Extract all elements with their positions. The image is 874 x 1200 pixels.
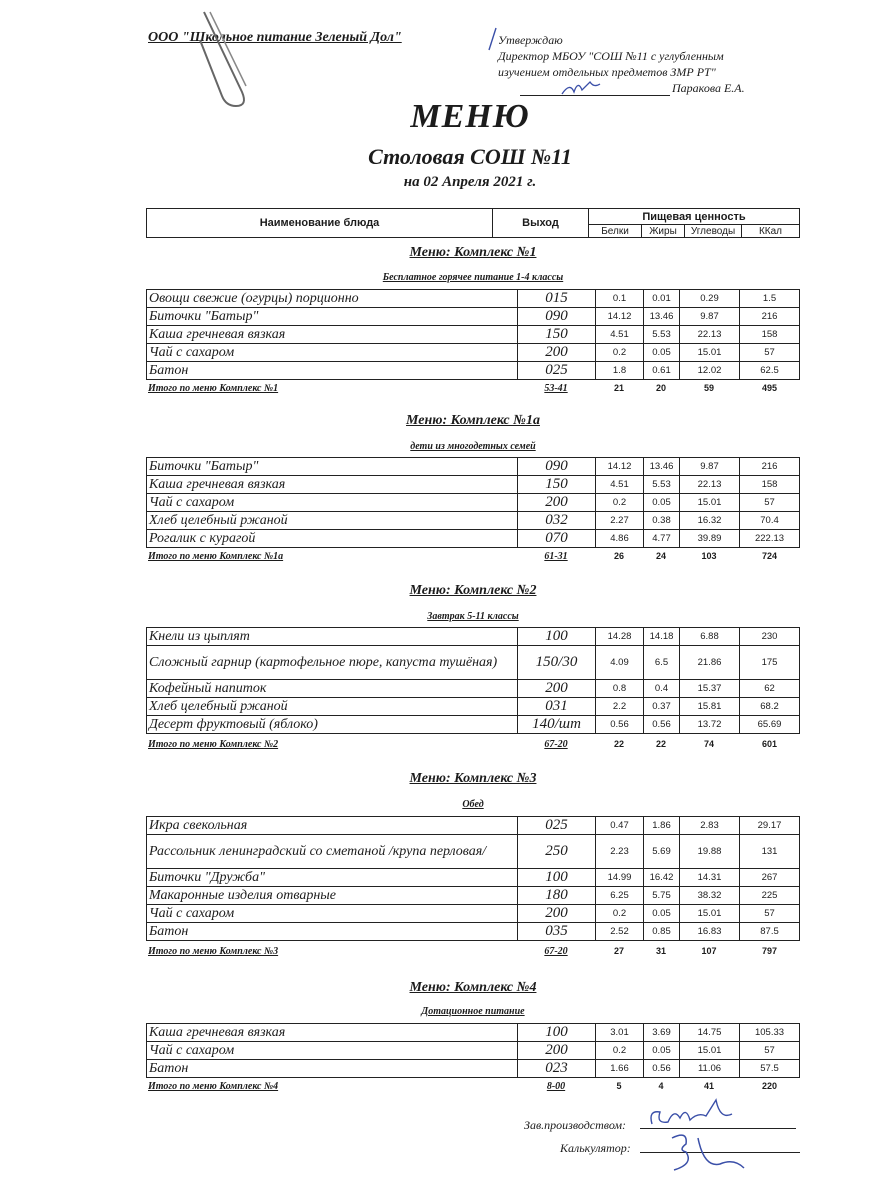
table-row: Икра свекольная 025 0.47 1.86 2.83 29.17 — [147, 817, 800, 835]
table-row: Кнели из цыплят 100 14.28 14.18 6.88 230 — [147, 628, 800, 646]
table-row: Овощи свежие (огурцы) порционно 015 0.1 0.01 0.29 1.5 — [147, 290, 800, 308]
table-row: Биточки "Батыр" 090 14.12 13.46 9.87 216 — [147, 308, 800, 326]
table-row: Макаронные изделия отварные 180 6.25 5.75 38.32 225 — [147, 887, 800, 905]
table-row: Батон 025 1.8 0.61 12.02 62.5 — [147, 362, 800, 380]
total-price: 67-20 — [544, 738, 568, 750]
section-title: Меню: Комплекс №1 — [409, 245, 537, 260]
table-row: Чай с сахаром 200 0.2 0.05 15.01 57 — [147, 494, 800, 512]
table-header — [146, 208, 800, 238]
total-row: Итого по меню Комплекс №1 53-41 21 20 59 495 — [148, 382, 778, 394]
total-price: 53-41 — [544, 382, 568, 394]
section-table — [146, 1023, 800, 1078]
fat-column-header: Жиры — [642, 225, 685, 238]
table-row: Биточки "Дружба" 100 14.99 16.42 14.31 267 — [147, 869, 800, 887]
approve-line-3: изучением отдельных предметов ЗМР РТ" — [498, 65, 716, 79]
total-row: Итого по меню Комплекс №2 67-20 22 22 74 601 — [148, 738, 778, 750]
table-row: Десерт фруктовый (яблоко) 140/шт 0.56 0.56 13.72 65.69 — [147, 716, 800, 734]
table-row: Рогалик с курагой 070 4.86 4.77 39.89 222.13 — [147, 530, 800, 548]
total-row: Итого по меню Комплекс №1а 61-31 26 24 103 724 — [148, 550, 778, 562]
director-signature — [560, 76, 604, 100]
total-label: Итого по меню Комплекс №1а — [148, 550, 284, 562]
dish-column-header: Наименование блюда — [147, 209, 493, 238]
section-subtitle: Бесплатное горячее питание 1-4 классы — [382, 272, 564, 283]
section-table — [146, 627, 800, 734]
nutrition-column-header: Пищевая ценность — [589, 209, 800, 225]
table-row: Рассольник ленинградский со сметаной /крупа перловая/ 250 2.23 5.69 19.88 131 — [147, 835, 800, 869]
section-title: Меню: Комплекс №4 — [409, 980, 537, 995]
paperclip-icon — [196, 8, 256, 108]
section-subtitle: дети из многодетных семей — [410, 441, 536, 452]
total-label: Итого по меню Комплекс №1 — [148, 382, 279, 394]
kcal-column-header: ККал — [742, 225, 800, 238]
approve-line-1: Утверждаю — [498, 33, 563, 47]
table-row: Чай с сахаром 200 0.2 0.05 15.01 57 — [147, 1042, 800, 1060]
total-label: Итого по меню Комплекс №3 — [148, 945, 279, 957]
section-table — [146, 457, 800, 548]
section-title: Меню: Комплекс №2 — [409, 583, 537, 598]
approver-name: Паракова Е.А. — [672, 81, 745, 95]
total-row: Итого по меню Комплекс №3 67-20 27 31 107 797 — [148, 945, 778, 957]
page-title: МЕНЮ — [410, 98, 530, 135]
production-head-label: Зав.производством: — [524, 1118, 627, 1132]
organization-name: ООО "Школьное питание Зеленый Дол" — [148, 30, 402, 45]
section-table — [146, 816, 800, 941]
calculator-signature — [664, 1128, 754, 1178]
section-title: Меню: Комплекс №3 — [409, 771, 537, 786]
total-price: 61-31 — [544, 550, 568, 562]
table-row: Батон 023 1.66 0.56 11.06 57.5 — [147, 1060, 800, 1078]
total-price: 67-20 — [544, 945, 568, 957]
table-row: Каша гречневая вязкая 150 4.51 5.53 22.13 158 — [147, 326, 800, 344]
section-title: Меню: Комплекс №1а — [406, 413, 540, 428]
calculator-label: Калькулятор: — [560, 1141, 631, 1155]
carbs-column-header: Углеводы — [685, 225, 742, 238]
table-row: Чай с сахаром 200 0.2 0.05 15.01 57 — [147, 344, 800, 362]
table-row: Каша гречневая вязкая 150 4.51 5.53 22.13 158 — [147, 476, 800, 494]
section-subtitle: Дотационное питание — [421, 1006, 525, 1017]
menu-date: на 02 Апреля 2021 г. — [403, 174, 537, 190]
protein-column-header: Белки — [589, 225, 642, 238]
approval-mark — [486, 26, 500, 52]
canteen-title: Столовая СОШ №11 — [368, 144, 572, 169]
section-subtitle: Обед — [462, 799, 484, 810]
table-row: Хлеб целебный ржаной 032 2.27 0.38 16.32 70.4 — [147, 512, 800, 530]
table-row: Хлеб целебный ржаной 031 2.2 0.37 15.81 68.2 — [147, 698, 800, 716]
table-row: Батон 035 2.52 0.85 16.83 87.5 — [147, 923, 800, 941]
table-row: Каша гречневая вязкая 100 3.01 3.69 14.75 105.33 — [147, 1024, 800, 1042]
table-row: Сложный гарнир (картофельное пюре, капуста тушёная) 150/30 4.09 6.5 21.86 175 — [147, 646, 800, 680]
table-row: Чай с сахаром 200 0.2 0.05 15.01 57 — [147, 905, 800, 923]
approval-block — [498, 32, 745, 96]
total-row: Итого по меню Комплекс №4 8-00 5 4 41 220 — [148, 1080, 778, 1092]
approve-line-2: Директор МБОУ "СОШ №11 с углубленным — [498, 49, 724, 63]
total-label: Итого по меню Комплекс №2 — [148, 738, 279, 750]
total-label: Итого по меню Комплекс №4 — [148, 1080, 279, 1092]
production-head-signature — [646, 1094, 746, 1132]
total-price: 8-00 — [546, 1080, 566, 1092]
section-table — [146, 289, 800, 380]
table-row: Биточки "Батыр" 090 14.12 13.46 9.87 216 — [147, 458, 800, 476]
table-row: Кофейный напиток 200 0.8 0.4 15.37 62 — [147, 680, 800, 698]
section-subtitle: Завтрак 5-11 классы — [427, 611, 519, 622]
output-column-header: Выход — [493, 209, 589, 238]
